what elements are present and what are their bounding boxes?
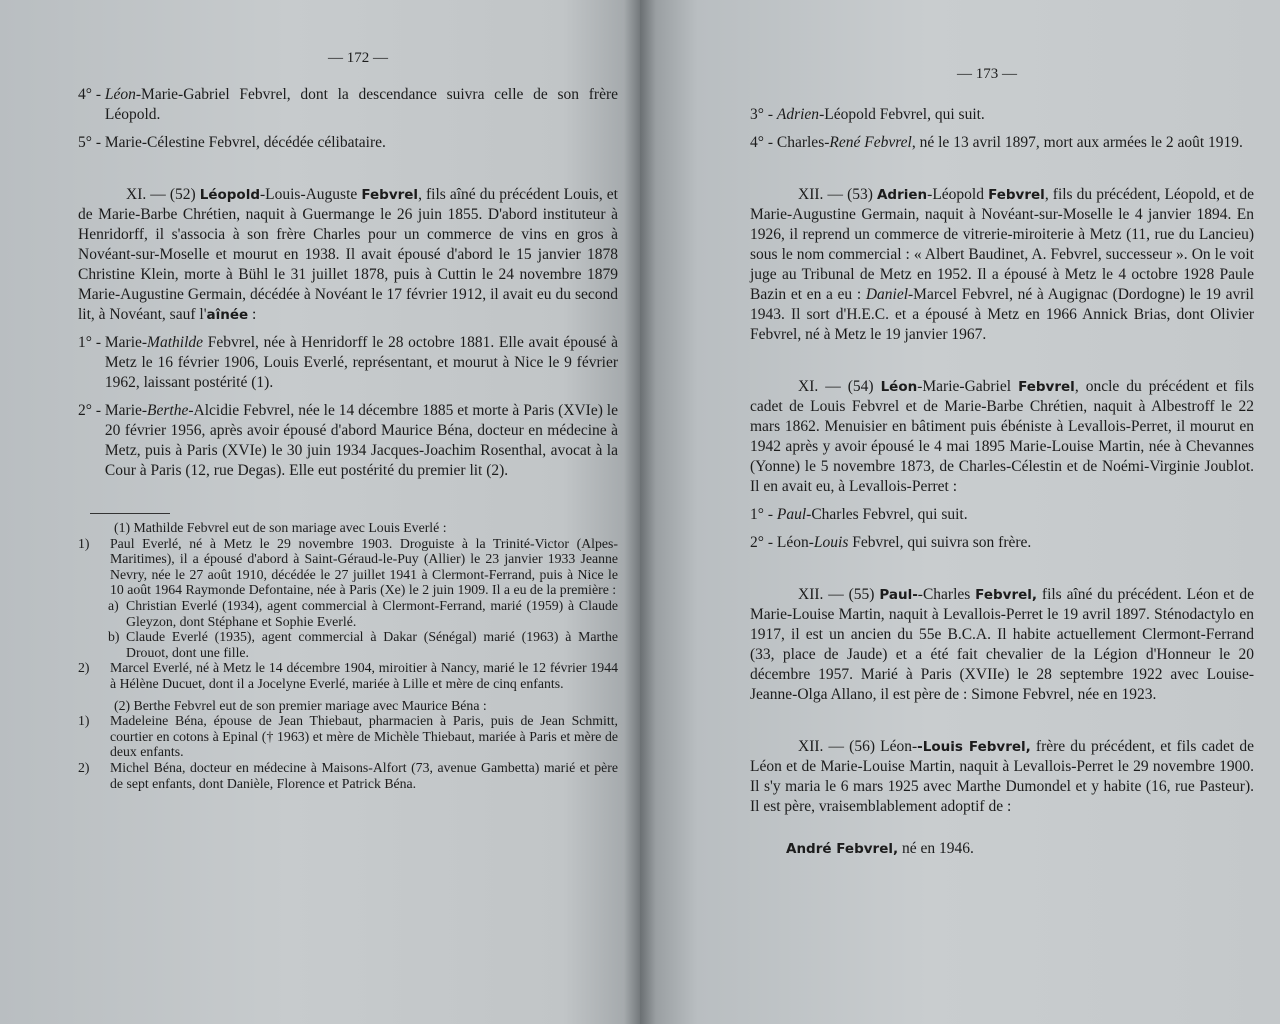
genealogy-entry-53: XII. — (53) Adrien-Léopold Febvrel, fils du précédent, Léopold, et de Marie-Augustine Germain, naquit à Novéant-sur-Moselle le 4 janvier 1894. En 1926, il reprend un commerce de vitrerie-miroiterie à Metz (11, rue du Lancieu) sous le nom commercial : « Albert Baudinet, A. Febvrel, successeur ». On le voit juge au Tribunal de Metz en 1952. Il a épousé à Metz le 4 octobre 1928 Paule Bazin et en a eu : Daniel-Marcel Febvrel, né à Augignac (Dordogne) le 19 avril 1943. Il sort d'H.E.C. et a épousé à Metz en 1966 Annick Brias, dont Olivier Febvrel, né à Metz le 19 janvier 1967. bbox=[750, 186, 1254, 343]
book-gutter bbox=[624, 0, 656, 1024]
entry-surname: Febvrel, bbox=[975, 587, 1038, 603]
entry-name: Léopold bbox=[199, 187, 260, 203]
list-item bbox=[78, 85, 618, 125]
footnote-1 bbox=[78, 520, 618, 692]
entry-surname: Febvrel bbox=[1018, 379, 1075, 395]
footnote-entry: 2) Michel Béna, docteur en médecine à Maisons-Alfort (73, avenue Gambetta) marié et père de sept enfants, dont Danièle, Florence et Patrick Béna. bbox=[78, 759, 618, 791]
entry-name: André Febvrel, bbox=[786, 841, 899, 857]
final-entry: André Febvrel, né en 1946. bbox=[786, 840, 974, 857]
entry-name: -Louis Febvrel, bbox=[917, 739, 1031, 755]
item-number: 1° - bbox=[78, 334, 105, 351]
entry-name: Léon bbox=[880, 379, 918, 395]
footnote-2 bbox=[78, 698, 618, 792]
item-text: Marie-Célestine Febvrel, décédée célibataire. bbox=[104, 134, 386, 151]
item-number: 4° - bbox=[750, 134, 777, 151]
footnote-entry: 2) Marcel Everlé, né à Metz le 14 décembre 1904, miroitier à Nancy, marié le 12 février 1944 à Hélène Ducuet, dont il a Jocelyne Everlé, mariée à Lille et mère de cinq enfants. bbox=[78, 660, 618, 691]
item-number: 2° - bbox=[78, 402, 105, 419]
list-item: 1° - Marie-Mathilde Febvrel, née à Henridorff le 28 octobre 1881. Elle avait épousé à Metz le 16 février 1906, Louis Everlé, représentant, et mourut à Nice le 9 février 1962, laissant postérité (1). bbox=[78, 334, 618, 391]
list-item: 3° - Adrien-Léopold Febvrel, qui suit. bbox=[750, 106, 985, 123]
footnote-entry: 1) Paul Everlé, né à Metz le 29 novembre 1903. Droguiste à la Trinité-Victor (Alpes-Maritimes), il a épousé d'abord à Saint-Géraud-le-Puy (Allier) le 23 janvier 1933 Jeanne Nevry, née le 27 août 1910, décédée le 27 juillet 1941 à Clermont-Ferrand, puis à Nice le 10 août 1964 Raymonde Defontaine, née à Paris (Xe) le 2 juin 1909. Il a eu de la première : bbox=[78, 535, 618, 598]
entry-name: Adrien bbox=[876, 187, 928, 203]
footnote-heading: (1) Mathilde Febvrel eut de son mariage avec Louis Everlé : bbox=[114, 520, 447, 535]
footnote-subentry: a) Christian Everlé (1934), agent commercial à Clermont-Ferrand, marié (1959) à Claude Gleyzon, dont Stéphane et Sophie Everlé. bbox=[108, 597, 618, 629]
item-text: -Marie-Gabriel Febvrel, dont la descendance suivra celle de son frère Léopold. bbox=[104, 86, 618, 123]
item-number: 5° - bbox=[78, 134, 105, 151]
item-italic: Léon bbox=[104, 86, 136, 103]
item-number: 1° - bbox=[750, 506, 777, 523]
item-number: 3° - bbox=[750, 106, 777, 123]
item-number: 4° - bbox=[78, 86, 105, 103]
right-page bbox=[640, 0, 1280, 1024]
list-item: 2° - Léon-Louis Febvrel, qui suivra son frère. bbox=[750, 534, 1032, 551]
entry-surname: Febvrel bbox=[361, 187, 419, 203]
footnote-entry: 1) Madeleine Béna, épouse de Jean Thiebaut, pharmacien à Paris, puis de Jean Schmitt, courtier en cotons à Epinal († 1963) et mère de Michèle Thiebaut, mariée à Paris et mère de deux enfants. bbox=[78, 713, 618, 760]
genealogy-entry-54: XI. — (54) Léon-Marie-Gabriel Febvrel, oncle du précédent et fils cadet de Louis Febvrel et de Marie-Barbe Chrétien, naquit à Albestroff le 22 mars 1862. Menuisier en bâtiment puis ébéniste à Levallois-Perret, il mourut en 1942 après y avoir épousé le 4 mai 1895 Marie-Louise Martin, née à Chevannes (Yonne) le 5 novembre 1873, de Charles-Célestin et de Noémi-Virginie Joublot. Il en avait eu, à Levallois-Perret : bbox=[750, 378, 1255, 495]
list-item bbox=[78, 133, 618, 153]
list-item: 1° - Paul-Charles Febvrel, qui suit. bbox=[750, 506, 968, 523]
footnote-heading: (2) Berthe Febvrel eut de son premier mariage avec Maurice Béna : bbox=[114, 697, 487, 713]
entry-surname: Febvrel bbox=[988, 187, 1045, 203]
genealogy-entry-56: XII. — (56) Léon--Louis Febvrel, frère du précédent, et fils cadet de Léon et de Marie-Louise Martin, naquit à Levallois-Perret le 29 novembre 1900. Il s'y maria le 6 mars 1925 avec Marthe Dumondel et y habite (16, rue Pasteur). Il est père, vraisemblablement adoptif de : bbox=[750, 738, 1254, 815]
list-item: 4° - Charles-René Febvrel, né le 13 avril 1897, mort aux armées le 2 août 1919. bbox=[750, 134, 1243, 151]
item-number: 2° - bbox=[750, 534, 777, 551]
footnote-divider bbox=[90, 513, 170, 514]
genealogy-entry-52: XI. — (52) Léopold-Louis-Auguste Febvrel, fils aîné du précédent Louis, et de Marie-Barbe Chrétien, naquit à Guermange le 26 juin 1855. D'abord instituteur à Henridorff, il s'associa à son frère Charles pour un commerce de vins en gros à Novéant-sur-Moselle et mourut en 1938. Il avait épousé d'abord le 15 janvier 1878 Christine Klein, morte à Bühl le 31 juillet 1878, puis à Cuttin le 24 novembre 1879 Marie-Augustine Germain, décédée à Novéant le 17 février 1912, il avait eu du second lit, à Novéant, sauf l'aînée : bbox=[78, 186, 618, 323]
genealogy-entry-55: XII. — (55) Paul--Charles Febvrel, fils aîné du précédent. Léon et de Marie-Louise Martin, naquit à Levallois-Perret le 19 avril 1897. Sténodactylo en 1917, il est un ancien du 55e B.C.A. Il habite actuellement Clermont-Ferrand (33, place de Jaude) et a été fait chevalier de la Légion d'Honneur le 20 décembre 1957. Marié à Paris (XVIIe) le 28 septembre 1922 avec Louise-Jeanne-Olga Allano, il est père de : Simone Febvrel, née en 1923. bbox=[750, 586, 1254, 703]
page-number-right: — 173 — bbox=[957, 66, 1017, 82]
page-number-left: — 172 — bbox=[328, 50, 388, 66]
list-item: 2° - Marie-Berthe-Alcidie Febvrel, née le 14 décembre 1885 et morte à Paris (XVIe) le 20 février 1956, après avoir épousé d'abord Maurice Béna, docteur en médecine à Metz, puis à Paris (XVIe) le 30 juin 1934 Jacques-Joachim Rosenthal, avocat à la Cour à Paris (12, rue Degas). Elle eut postérité du premier lit (2). bbox=[78, 402, 618, 479]
entry-name: Paul- bbox=[879, 587, 918, 603]
footnote-subentry: b) Claude Everlé (1935), agent commercial à Dakar (Sénégal) marié (1963) à Marthe Drouot, dont une fille. bbox=[108, 629, 618, 660]
